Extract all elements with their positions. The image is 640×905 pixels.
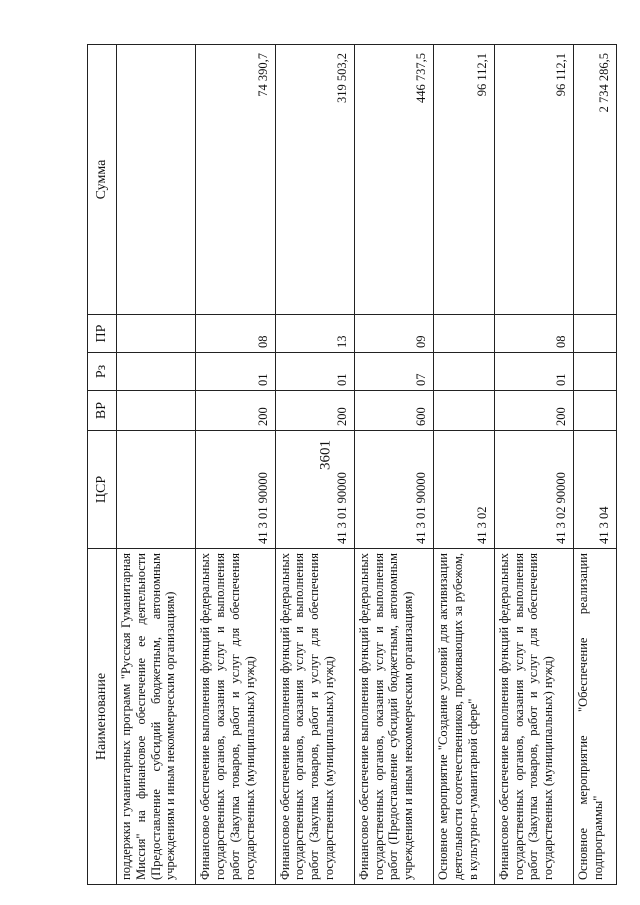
table-header-row: [88, 45, 117, 885]
header-csr: ЦСР: [88, 431, 117, 549]
row-pr: 08: [196, 315, 275, 353]
row-vr: [434, 391, 495, 431]
page-number: 3601: [317, 440, 334, 470]
row-sum: 96 112,1: [434, 45, 495, 315]
table-row: [196, 45, 275, 885]
row-rz: 07: [354, 353, 433, 391]
row-name: Финансовое обеспечение выполнения функций федеральных государственных органов, оказания услуг и выполнения работ (Закупка товаров, работ и услуг для обеспечения государственных (муниципальных) нужд): [275, 549, 354, 885]
table-row: [494, 45, 573, 885]
row-sum: 2 734 286,5: [574, 45, 617, 315]
budget-table: [87, 44, 617, 885]
row-sum: 319 503,2: [275, 45, 354, 315]
row-pr: 08: [494, 315, 573, 353]
row-pr: 09: [354, 315, 433, 353]
row-vr: 200: [494, 391, 573, 431]
row-sum: 74 390,7: [196, 45, 275, 315]
row-name: Основное мероприятие "Создание условий для активизации деятельности соотечественников, проживающих за рубежом, в культурно-гуманитарной сфере": [434, 549, 495, 885]
row-vr: [574, 391, 617, 431]
row-name: поддержки гуманитарных программ "Русская Гуманитарная Миссия" на финансовое обеспечение ее деятельности (Предоставление субсидий бюджетным, автономным учреждениям и иным некоммерческим организациям): [117, 549, 196, 885]
row-vr: 200: [196, 391, 275, 431]
row-rz: 01: [196, 353, 275, 391]
row-rz: 01: [275, 353, 354, 391]
header-rz: Рз: [88, 353, 117, 391]
header-vr: ВР: [88, 391, 117, 431]
row-pr: [574, 315, 617, 353]
row-csr: [117, 431, 196, 549]
row-rz: 01: [494, 353, 573, 391]
table-row: [574, 45, 617, 885]
row-vr: 600: [354, 391, 433, 431]
row-csr: 41 3 02 90000: [494, 431, 573, 549]
row-csr: 41 3 02: [434, 431, 495, 549]
row-vr: 200: [275, 391, 354, 431]
row-vr: [117, 391, 196, 431]
row-csr: 41 3 01 90000: [275, 431, 354, 549]
table-row: [117, 45, 196, 885]
row-csr: 41 3 01 90000: [354, 431, 433, 549]
row-pr: [434, 315, 495, 353]
row-name: Финансовое обеспечение выполнения функций федеральных государственных органов, оказания услуг и выполнения работ (Предоставление субсидий бюджетным, автономным учреждениям и иным некоммерческим организациям): [354, 549, 433, 885]
row-pr: [117, 315, 196, 353]
row-rz: [117, 353, 196, 391]
table-row: [275, 45, 354, 885]
row-rz: [434, 353, 495, 391]
table-row: [354, 45, 433, 885]
header-name: Наименование: [88, 549, 117, 885]
row-pr: 13: [275, 315, 354, 353]
row-csr: 41 3 01 90000: [196, 431, 275, 549]
table-row: [434, 45, 495, 885]
row-name: Финансовое обеспечение выполнения функций федеральных государственных органов, оказания услуг и выполнения работ (Закупка товаров, работ и услуг для обеспечения государственных (муниципальных) нужд): [196, 549, 275, 885]
row-sum: 96 112,1: [494, 45, 573, 315]
row-name: Финансовое обеспечение выполнения функций федеральных государственных органов, оказания услуг и выполнения работ (Закупка товаров, работ и услуг для обеспечения государственных (муниципальных) нужд): [494, 549, 573, 885]
header-pr: ПР: [88, 315, 117, 353]
row-csr: 41 3 04: [574, 431, 617, 549]
row-sum: 446 737,5: [354, 45, 433, 315]
budget-table-rotated: [87, 45, 617, 885]
row-sum: [117, 45, 196, 315]
row-rz: [574, 353, 617, 391]
row-name: Основное мероприятие "Обеспечение реализации подпрограммы": [574, 549, 617, 885]
header-sum: Сумма: [88, 45, 117, 315]
